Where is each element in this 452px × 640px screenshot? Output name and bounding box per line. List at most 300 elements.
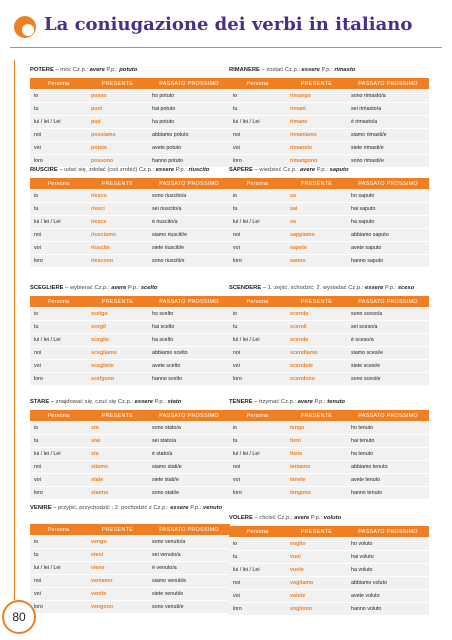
table-row (30, 116, 230, 128)
present-cell: scendo (286, 308, 347, 320)
person-cell: tu (30, 435, 87, 447)
auxiliary-verb: essere (170, 505, 189, 511)
column-header: PRESENTE (87, 296, 148, 307)
passato-prossimo-cell: sono rimasti/e (347, 155, 429, 167)
passato-prossimo-cell: siamo scesi/e (347, 347, 429, 359)
present-cell: tengono (286, 487, 347, 499)
passato-prossimo-cell: hanno saputo (347, 255, 429, 267)
present-cell: stanno (87, 487, 148, 499)
person-cell: noi (229, 461, 286, 473)
verb-infinitive: STARE (30, 399, 50, 405)
margin-rule (14, 60, 15, 600)
present-cell: rimango (286, 90, 347, 102)
past-participle: stato (167, 399, 182, 405)
verb-block-rimanere (229, 66, 429, 168)
passato-prossimo-cell: siete venuti/e (148, 588, 230, 600)
page-header (10, 10, 442, 48)
table-row (30, 321, 230, 333)
person-cell: voi (229, 142, 286, 154)
column-header: PRESENTE (286, 296, 347, 307)
page-number: 80 (2, 600, 36, 634)
verb-translation: przyjść, przychodzić ; 2. pochodzić z (58, 505, 152, 511)
table-row (229, 577, 429, 589)
passato-prossimo-cell: abbiamo saputo (347, 229, 429, 241)
person-cell: loro (30, 601, 87, 613)
table-row (229, 603, 429, 615)
column-header: PASSATO PROSSIMO (148, 296, 230, 307)
person-cell: io (30, 90, 87, 102)
table-row (229, 334, 429, 346)
passato-prossimo-cell: sono sceso/a (347, 308, 429, 320)
column-header: PASSATO PROSSIMO (148, 78, 230, 89)
present-cell: scendiamo (286, 347, 347, 359)
table-row (229, 448, 429, 460)
passato-prossimo-cell: abbiamo tenuto (347, 461, 429, 473)
auxiliary-verb: avere (111, 285, 127, 291)
verb-heading: VOLERE – chcieć Cz.p.: avere P.p.: voluto (229, 515, 342, 521)
passato-prossimo-cell: ho scelto (148, 308, 230, 320)
verb-heading: TENERE – trzymać Cz.p.: avere P.p.: tenuto (229, 399, 345, 405)
table-row (229, 216, 429, 228)
passato-prossimo-cell: hai potuto (148, 103, 230, 115)
table-row (30, 487, 230, 499)
verb-translation: wiedzieć (259, 167, 282, 173)
auxiliary-verb: avere (294, 515, 310, 521)
present-cell: riesco (87, 190, 148, 202)
participle-label: P.p.: (316, 167, 328, 173)
person-cell: noi (229, 229, 286, 241)
verb-block-stare (30, 398, 230, 500)
table-row (229, 203, 429, 215)
participle-label: P.p.: (175, 167, 187, 173)
passato-prossimo-cell: ho saputo (347, 190, 429, 202)
present-cell: veniamo (87, 575, 148, 587)
column-header: PRESENTE (87, 78, 148, 89)
passato-prossimo-cell: sono venuto/a (148, 536, 230, 548)
present-cell: riuscite (87, 242, 148, 254)
present-cell: vogliamo (286, 577, 347, 589)
person-cell: loro (30, 373, 87, 385)
auxiliary-verb: avere (297, 399, 313, 405)
column-header: PRESENTE (87, 524, 148, 535)
verb-block-scegliere (30, 284, 230, 386)
passato-prossimo-cell: sono stati/e (148, 487, 230, 499)
passato-prossimo-cell: ha voluto (347, 564, 429, 576)
present-cell: scelgo (87, 308, 148, 320)
passato-prossimo-cell: hai tenuto (347, 435, 429, 447)
present-cell: riescono (87, 255, 148, 267)
verb-block-scendere (229, 284, 429, 386)
passato-prossimo-cell: avete voluto (347, 590, 429, 602)
present-cell: scegli (87, 321, 148, 333)
person-cell: noi (30, 461, 87, 473)
table-row (229, 538, 429, 550)
passato-prossimo-cell: siamo stati/e (148, 461, 230, 473)
table-row (229, 90, 429, 102)
verb-translation: udać się, zdołać (coś zrobić) (64, 167, 138, 173)
person-cell: voi (30, 588, 87, 600)
verb-infinitive: RIMANERE (229, 67, 260, 73)
present-cell: vieni (87, 549, 148, 561)
present-cell: sanno (286, 255, 347, 267)
present-cell: può (87, 116, 148, 128)
present-cell: vuoi (286, 551, 347, 563)
table-header-row (229, 296, 429, 307)
column-header: PRESENTE (286, 410, 347, 421)
passato-prossimo-cell: sei riuscito/a (148, 203, 230, 215)
table-row (229, 242, 429, 254)
verb-heading: VENIRE – przyjść, przychodzić ; 2. pochodzić z Cz.p.: essere P.p.: venuto (30, 505, 223, 511)
present-cell: viene (87, 562, 148, 574)
verb-translation: zostać (266, 67, 284, 73)
person-cell: voi (229, 474, 286, 486)
present-cell: rimani (286, 103, 347, 115)
present-cell: vengo (87, 536, 148, 548)
table-row (229, 373, 429, 385)
table-header-row (30, 410, 230, 421)
auxiliary-label: Cz.p.: (138, 167, 155, 173)
passato-prossimo-cell: ha scelto (148, 334, 230, 346)
auxiliary-label: Cz.p.: (280, 399, 297, 405)
person-cell: noi (229, 347, 286, 359)
table-row (30, 549, 230, 561)
present-cell: possono (87, 155, 148, 167)
conjugation-table (229, 409, 429, 500)
present-cell: riusciamo (87, 229, 148, 241)
column-header: PRESENTE (286, 178, 347, 189)
verb-heading: SAPERE – wiedzieć Cz.p.: avere P.p.: saputo (229, 167, 349, 173)
column-header: Persona (229, 78, 286, 89)
column-header: Persona (30, 524, 87, 535)
present-cell: scegliete (87, 360, 148, 372)
person-cell: voi (30, 142, 87, 154)
present-cell: sta (87, 448, 148, 460)
passato-prossimo-cell: sono riuscito/a (148, 190, 230, 202)
column-header: PASSATO PROSSIMO (347, 178, 429, 189)
past-participle: rimasto (334, 67, 356, 73)
person-cell: tu (229, 321, 286, 333)
table-row (30, 334, 230, 346)
verb-block-venire (30, 504, 230, 614)
verb-block-tenere (229, 398, 429, 500)
table-row (30, 229, 230, 241)
conjugation-table (30, 77, 230, 168)
table-row (30, 347, 230, 359)
person-cell: noi (30, 229, 87, 241)
person-cell: loro (229, 255, 286, 267)
person-cell: loro (229, 487, 286, 499)
passato-prossimo-cell: sei rimasto/a (347, 103, 429, 115)
table-row (30, 422, 230, 434)
person-cell: voi (30, 242, 87, 254)
auxiliary-label: Cz.p.: (348, 285, 364, 291)
present-cell: teniamo (286, 461, 347, 473)
table-header-row (30, 178, 230, 189)
past-participle: potuto (119, 67, 138, 73)
verb-translation: chcieć (259, 515, 276, 521)
conjugation-table (30, 523, 230, 614)
auxiliary-label: Cz.p.: (284, 67, 300, 73)
present-cell: tieni (286, 435, 347, 447)
table-row (30, 242, 230, 254)
passato-prossimo-cell: ho voluto (347, 538, 429, 550)
person-cell: lui / lei / Lei (30, 116, 87, 128)
person-cell: lui / lei / Lei (30, 334, 87, 346)
passato-prossimo-cell: hanno voluto (347, 603, 429, 615)
table-row (30, 203, 230, 215)
table-row (30, 103, 230, 115)
table-row (30, 448, 230, 460)
table-row (229, 347, 429, 359)
table-row (229, 487, 429, 499)
present-cell: scegliamo (87, 347, 148, 359)
present-cell: rimane (286, 116, 347, 128)
passato-prossimo-cell: sono stato/a (148, 422, 230, 434)
table-row (229, 255, 429, 267)
conjugation-table (229, 295, 429, 386)
person-cell: loro (30, 155, 87, 167)
person-cell: io (229, 190, 286, 202)
table-row (30, 562, 230, 574)
table-row (30, 129, 230, 141)
passato-prossimo-cell: sei stato/a (148, 435, 230, 447)
present-cell: scendi (286, 321, 347, 333)
present-cell: volete (286, 590, 347, 602)
table-row (229, 190, 429, 202)
present-cell: stiamo (87, 461, 148, 473)
table-row (30, 190, 230, 202)
participle-label: P.p.: (190, 505, 202, 511)
person-cell: tu (30, 203, 87, 215)
table-row (30, 435, 230, 447)
table-row (30, 373, 230, 385)
person-cell: noi (30, 129, 87, 141)
table-row (30, 601, 230, 613)
passato-prossimo-cell: è rimasto/a (347, 116, 429, 128)
person-cell: loro (229, 373, 286, 385)
present-cell: possiamo (87, 129, 148, 141)
present-cell: tenete (286, 474, 347, 486)
past-participle: scelto (140, 285, 158, 291)
table-row (229, 474, 429, 486)
passato-prossimo-cell: abbiamo voluto (347, 577, 429, 589)
table-row (30, 255, 230, 267)
present-cell: tiene (286, 448, 347, 460)
table-header-row (229, 410, 429, 421)
table-row (229, 229, 429, 241)
table-row (30, 216, 230, 228)
auxiliary-verb: essere (365, 285, 384, 291)
table-row (229, 435, 429, 447)
auxiliary-label: Cz.p.: (72, 67, 89, 73)
table-row (229, 422, 429, 434)
present-cell: sapete (286, 242, 347, 254)
person-cell: noi (30, 575, 87, 587)
verb-block-riuscire (30, 166, 230, 268)
column-header: Persona (30, 296, 87, 307)
passato-prossimo-cell: ho potuto (148, 90, 230, 102)
column-header: PASSATO PROSSIMO (148, 178, 230, 189)
participle-label: P.p.: (385, 285, 397, 291)
auxiliary-label: Cz.p.: (117, 399, 134, 405)
passato-prossimo-cell: ha tenuto (347, 448, 429, 460)
table-row (229, 103, 429, 115)
passato-prossimo-cell: avete tenuto (347, 474, 429, 486)
table-row (229, 129, 429, 141)
column-header: Persona (30, 410, 87, 421)
verb-heading: RIUSCIRE – udać się, zdołać (coś zrobić) Cz.p.: essere P.p.: riuscito (30, 167, 210, 173)
passato-prossimo-cell: siete stati/e (148, 474, 230, 486)
participle-label: P.p.: (321, 67, 333, 73)
person-cell: lui / lei / Lei (229, 448, 286, 460)
column-header: PASSATO PROSSIMO (148, 410, 230, 421)
passato-prossimo-cell: è riuscito/a (148, 216, 230, 228)
passato-prossimo-cell: hai saputo (347, 203, 429, 215)
column-header: PASSATO PROSSIMO (148, 524, 230, 535)
conjugation-table (229, 77, 429, 168)
person-cell: tu (30, 321, 87, 333)
person-cell: tu (30, 549, 87, 561)
passato-prossimo-cell: hanno tenuto (347, 487, 429, 499)
participle-label: P.p.: (128, 285, 140, 291)
present-cell: tengo (286, 422, 347, 434)
present-cell: posso (87, 90, 148, 102)
past-participle: voluto (323, 515, 342, 521)
auxiliary-verb: essere (301, 67, 320, 73)
present-cell: puoi (87, 103, 148, 115)
person-cell: io (30, 536, 87, 548)
auxiliary-label: Cz.p.: (94, 285, 110, 291)
passato-prossimo-cell: hai voluto (347, 551, 429, 563)
verb-translation: znajdować się, czuć się (55, 399, 117, 405)
column-header: PRESENTE (87, 178, 148, 189)
passato-prossimo-cell: sono scesi/e (347, 373, 429, 385)
verb-heading: RIMANERE – zostać Cz.p.: essere P.p.: rimasto (229, 67, 356, 73)
present-cell: state (87, 474, 148, 486)
passato-prossimo-cell: sei venuto/a (148, 549, 230, 561)
present-cell: scelgono (87, 373, 148, 385)
verb-translation: wybierać (69, 285, 93, 291)
auxiliary-verb: avere (89, 67, 105, 73)
verb-infinitive: SAPERE (229, 167, 253, 173)
present-cell: sceglie (87, 334, 148, 346)
past-participle: riuscito (188, 167, 210, 173)
verb-translation: móc (60, 67, 72, 73)
passato-prossimo-cell: ho tenuto (347, 422, 429, 434)
passato-prossimo-cell: è venuto/a (148, 562, 230, 574)
verb-heading: STARE – znajdować się, czuć się Cz.p.: essere P.p.: stato (30, 399, 182, 405)
person-cell: lui / lei / Lei (30, 562, 87, 574)
column-header: PASSATO PROSSIMO (347, 78, 429, 89)
column-header: PRESENTE (286, 526, 347, 537)
verb-infinitive: RIUSCIRE (30, 167, 58, 173)
column-header: PASSATO PROSSIMO (347, 296, 429, 307)
person-cell: tu (229, 103, 286, 115)
person-cell: noi (229, 577, 286, 589)
person-cell: lui / lei / Lei (30, 216, 87, 228)
table-row (30, 575, 230, 587)
past-participle: sceso (397, 285, 415, 291)
person-cell: voi (229, 590, 286, 602)
auxiliary-verb: avere (299, 167, 316, 173)
passato-prossimo-cell: siamo rimasti/e (347, 129, 429, 141)
verb-infinitive: POTERE (30, 67, 54, 73)
present-cell: rimanete (286, 142, 347, 154)
person-cell: lui / lei / Lei (229, 116, 286, 128)
page-title: La coniugazione dei verbi in italiano (44, 14, 413, 35)
passato-prossimo-cell: hanno potuto (148, 155, 230, 167)
table-row (229, 564, 429, 576)
table-row (30, 461, 230, 473)
participle-label: P.p.: (314, 399, 326, 405)
verb-block-sapere (229, 166, 429, 268)
present-cell: so (286, 190, 347, 202)
auxiliary-label: Cz.p.: (283, 167, 299, 173)
present-cell: sai (286, 203, 347, 215)
column-header: PRESENTE (87, 410, 148, 421)
passato-prossimo-cell: è sceso/a (347, 334, 429, 346)
header-divider (10, 47, 442, 48)
table-row (30, 588, 230, 600)
passato-prossimo-cell: siete rimasti/e (347, 142, 429, 154)
passato-prossimo-cell: avete potuto (148, 142, 230, 154)
table-row (229, 116, 429, 128)
person-cell: io (229, 90, 286, 102)
table-header-row (229, 78, 429, 89)
table-row (30, 308, 230, 320)
table-header-row (30, 78, 230, 89)
table-row (30, 142, 230, 154)
person-cell: tu (229, 203, 286, 215)
passato-prossimo-cell: sono riusciti/e (148, 255, 230, 267)
person-cell: voi (30, 360, 87, 372)
present-cell: riesce (87, 216, 148, 228)
person-cell: tu (30, 103, 87, 115)
present-cell: riesci (87, 203, 148, 215)
participle-label: P.p.: (154, 399, 166, 405)
passato-prossimo-cell: sono venuti/e (148, 601, 230, 613)
passato-prossimo-cell: siete riusciti/e (148, 242, 230, 254)
person-cell: loro (229, 155, 286, 167)
column-header: Persona (229, 296, 286, 307)
conjugation-table (30, 409, 230, 500)
person-cell: io (229, 538, 286, 550)
past-participle: venuto (203, 505, 223, 511)
person-cell: loro (30, 487, 87, 499)
passato-prossimo-cell: abbiamo scelto (148, 347, 230, 359)
table-row (30, 90, 230, 102)
conjugation-table (30, 295, 230, 386)
auxiliary-label: Cz.p.: (277, 515, 293, 521)
conjugation-table (30, 177, 230, 268)
person-cell: voi (229, 242, 286, 254)
present-cell: scende (286, 334, 347, 346)
present-cell: sto (87, 422, 148, 434)
verb-heading: POTERE – móc Cz.p.: avere P.p.: potuto (30, 67, 138, 73)
passato-prossimo-cell: ha saputo (347, 216, 429, 228)
column-header: Persona (30, 178, 87, 189)
verb-translation: 1. zejść, schodzić; 2. wysiadać (267, 285, 347, 291)
present-cell: vogliono (286, 603, 347, 615)
verb-heading: SCENDERE – 1. zejść, schodzić; 2. wysiadać Cz.p.: essere P.p.: sceso (229, 285, 415, 291)
present-cell: voglio (286, 538, 347, 550)
table-header-row (30, 296, 230, 307)
present-cell: potete (87, 142, 148, 154)
past-participle: saputo (329, 167, 349, 173)
verb-translation: trzymać (258, 399, 280, 405)
person-cell: loro (30, 255, 87, 267)
person-cell: lui / lei / Lei (30, 448, 87, 460)
